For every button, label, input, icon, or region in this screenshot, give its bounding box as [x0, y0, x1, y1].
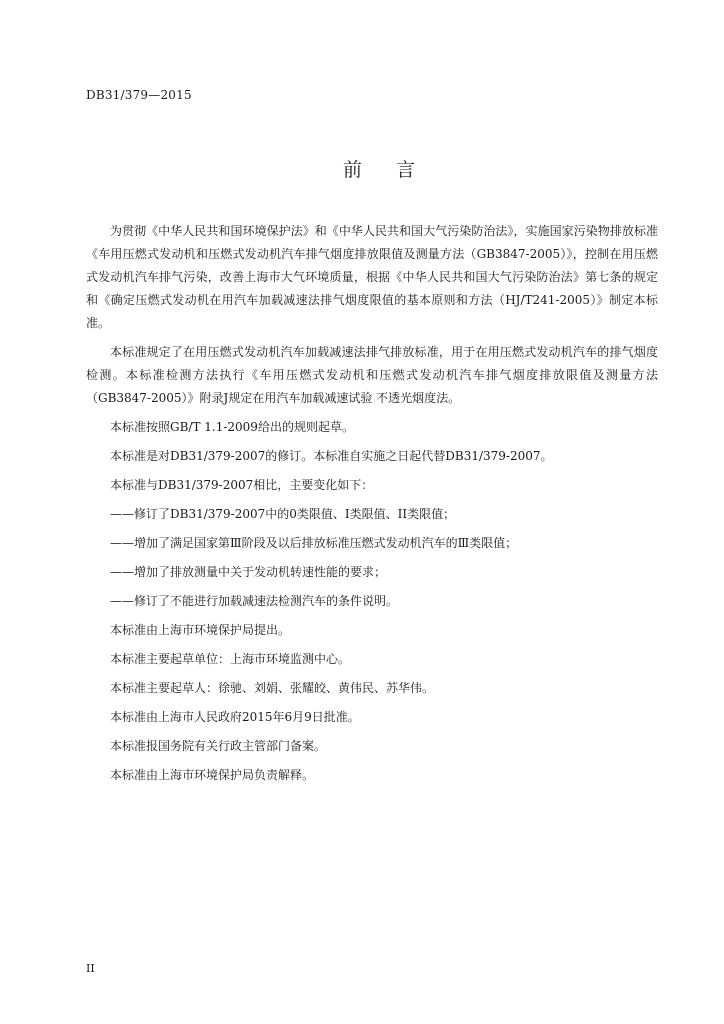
line-proposed-by: 本标准由上海市环境保护局提出。 [110, 623, 291, 637]
page-title: 前言 [342, 159, 449, 181]
paragraph-scope: 本标准规定了在用压燃式发动机汽车加载减速法排气排放标准，用于在用压燃式发动机汽车的排气烟度检测。本标准检测方法执行《车用压燃式发动机和压燃式发动机汽车排气烟度排放限值及测量方法（GB3847-2005）》附录J规定在用汽车加载减速试验 不透光烟度法。 [86, 345, 658, 405]
line-change-1: ——修订了DB31/379-2007中的0类限值、I类限值、II类限值； [110, 507, 456, 521]
page-number: II [86, 962, 95, 975]
line-drafting-unit: 本标准主要起草单位：上海市环境监测中心。 [110, 652, 351, 666]
line-interpretation: 本标准由上海市环境保护局负责解释。 [110, 768, 315, 782]
paragraph-purpose: 为贯彻《中华人民共和国环境保护法》和《中华人民共和国大气污染防治法》，实施国家污染物排放标准《车用压燃式发动机和压燃式发动机汽车排气烟度排放限值及测量方法（GB3847-2005）》，控制在用压燃式发动机汽车排气污染，改善上海市大气环境质量，根据《中华人民共和国大气污染防治法》第七条的规定和《确定压燃式发动机在用汽车加载减速法排气烟度限值的基本原则和方法（HJ/T241-2005）》制定本标准。 [86, 224, 658, 330]
line-filing: 本标准报国务院有关行政主管部门备案。 [110, 739, 327, 753]
line-revision: 本标准是对DB31/379-2007的修订。本标准自实施之日起代替DB31/379-2007。 [110, 449, 553, 463]
line-approval: 本标准由上海市人民政府2015年6月9日批准。 [110, 710, 360, 724]
line-changes-intro: 本标准与DB31/379-2007相比，主要变化如下： [110, 478, 374, 492]
line-drafters: 本标准主要起草人：徐驰、刘娟、张耀皎、黄伟民、苏华伟。 [110, 681, 435, 695]
line-drafting-rules: 本标准按照GB/T 1.1-2009给出的规则起草。 [110, 420, 354, 434]
foreword-body [86, 220, 658, 793]
line-change-3: ——增加了排放测量中关于发动机转速性能的要求； [110, 565, 387, 579]
document-code: DB31/379—2015 [86, 88, 192, 102]
line-change-4: ——修订了不能进行加载减速法检测汽车的条件说明。 [110, 594, 399, 608]
line-change-2: ——增加了满足国家第Ⅲ阶段及以后排放标准压燃式发动机汽车的Ⅲ类限值； [110, 536, 518, 550]
